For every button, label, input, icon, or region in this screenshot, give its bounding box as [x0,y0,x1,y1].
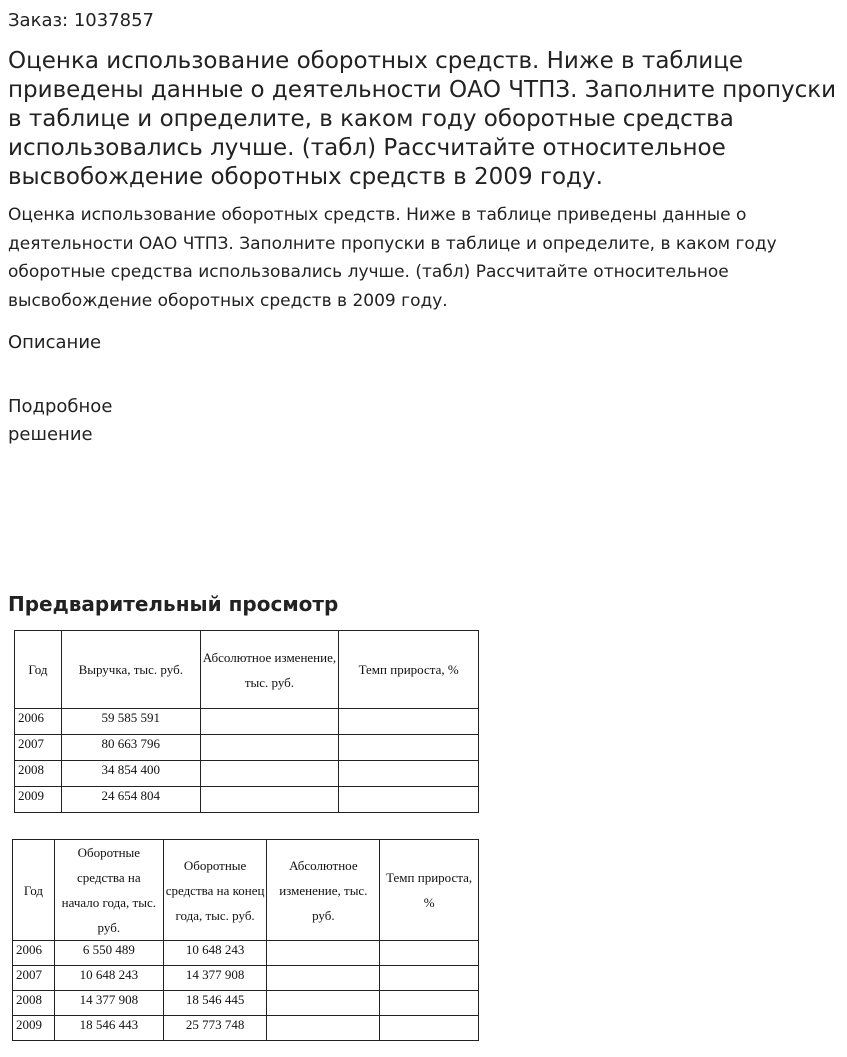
cell-growth-rate [380,991,479,1016]
cell-abs-change [200,761,339,787]
table-row [15,761,479,787]
cell-revenue: 59 585 591 [61,709,200,735]
revenue-table [14,630,479,813]
page-title: Оценка использование оборотных средств. Ниже в таблице приведены данные о деятельности ОАО ЧТПЗ. Заполните пропуски в таблице и определите, в каком году оборотные средства использовались лучше. (табл) Рассчитайте относительное высвобождение оборотных средств в 2009 году. [8,48,837,190]
cell-year: 2007 [13,966,55,991]
cell-growth-rate [380,1016,479,1041]
description-label: Описание [8,332,102,353]
cell-abs-change [267,941,380,966]
cell-start-capital: 10 648 243 [54,966,163,991]
table-header-row [15,631,479,709]
table-header-row [13,840,479,941]
cell-growth-rate [380,966,479,991]
cell-year: 2008 [15,761,62,787]
table-row [13,966,479,991]
task-description: Оценка использование оборотных средств. Ниже в таблице приведены данные о деятельности ОАО ЧТПЗ. Заполните пропуски в таблице и определите, в каком году оборотные средства использовались лучше. (табл) Рассчитайте относительное высвобождение оборотных средств в 2009 году. [8,205,777,311]
cell-end-capital: 10 648 243 [163,941,267,966]
header-abs-change: Абсолютное изменение, тыс. руб. [200,631,339,709]
cell-year: 2009 [15,787,62,813]
header-start-capital: Оборотные средства на начало года, тыс. руб. [54,840,163,941]
table-row [13,941,479,966]
cell-start-capital: 18 546 443 [54,1016,163,1041]
cell-abs-change [200,787,339,813]
cell-year: 2008 [13,991,55,1016]
cell-start-capital: 6 550 489 [54,941,163,966]
cell-revenue: 80 663 796 [61,735,200,761]
cell-abs-change [200,709,339,735]
order-number: Заказ: 1037857 [8,10,154,31]
cell-revenue: 34 854 400 [61,761,200,787]
solution-label: Подробное решение [8,396,113,445]
table-row [15,735,479,761]
table-row [13,991,479,1016]
cell-growth-rate [339,761,479,787]
cell-end-capital: 18 546 445 [163,991,267,1016]
header-revenue: Выручка, тыс. руб. [61,631,200,709]
cell-end-capital: 25 773 748 [163,1016,267,1041]
cell-growth-rate [339,735,479,761]
header-abs-change: Абсолютное изменение, тыс. руб. [267,840,380,941]
cell-end-capital: 14 377 908 [163,966,267,991]
cell-growth-rate [339,787,479,813]
working-capital-table [12,839,479,1041]
header-end-capital: Оборотные средства на конец года, тыс. руб. [163,840,267,941]
cell-abs-change [267,1016,380,1041]
table-row [15,709,479,735]
cell-year: 2006 [15,709,62,735]
cell-growth-rate [380,941,479,966]
cell-abs-change [267,991,380,1016]
table-row [13,1016,479,1041]
cell-start-capital: 14 377 908 [54,991,163,1016]
header-year: Год [13,840,55,941]
header-growth-rate: Темп прироста, % [380,840,479,941]
cell-abs-change [267,966,380,991]
header-growth-rate: Темп прироста, % [339,631,479,709]
header-year: Год [15,631,62,709]
cell-abs-change [200,735,339,761]
cell-growth-rate [339,709,479,735]
cell-year: 2009 [13,1016,55,1041]
cell-revenue: 24 654 804 [61,787,200,813]
preview-heading: Предварительный просмотр [8,592,339,616]
cell-year: 2006 [13,941,55,966]
cell-year: 2007 [15,735,62,761]
table-row [15,787,479,813]
